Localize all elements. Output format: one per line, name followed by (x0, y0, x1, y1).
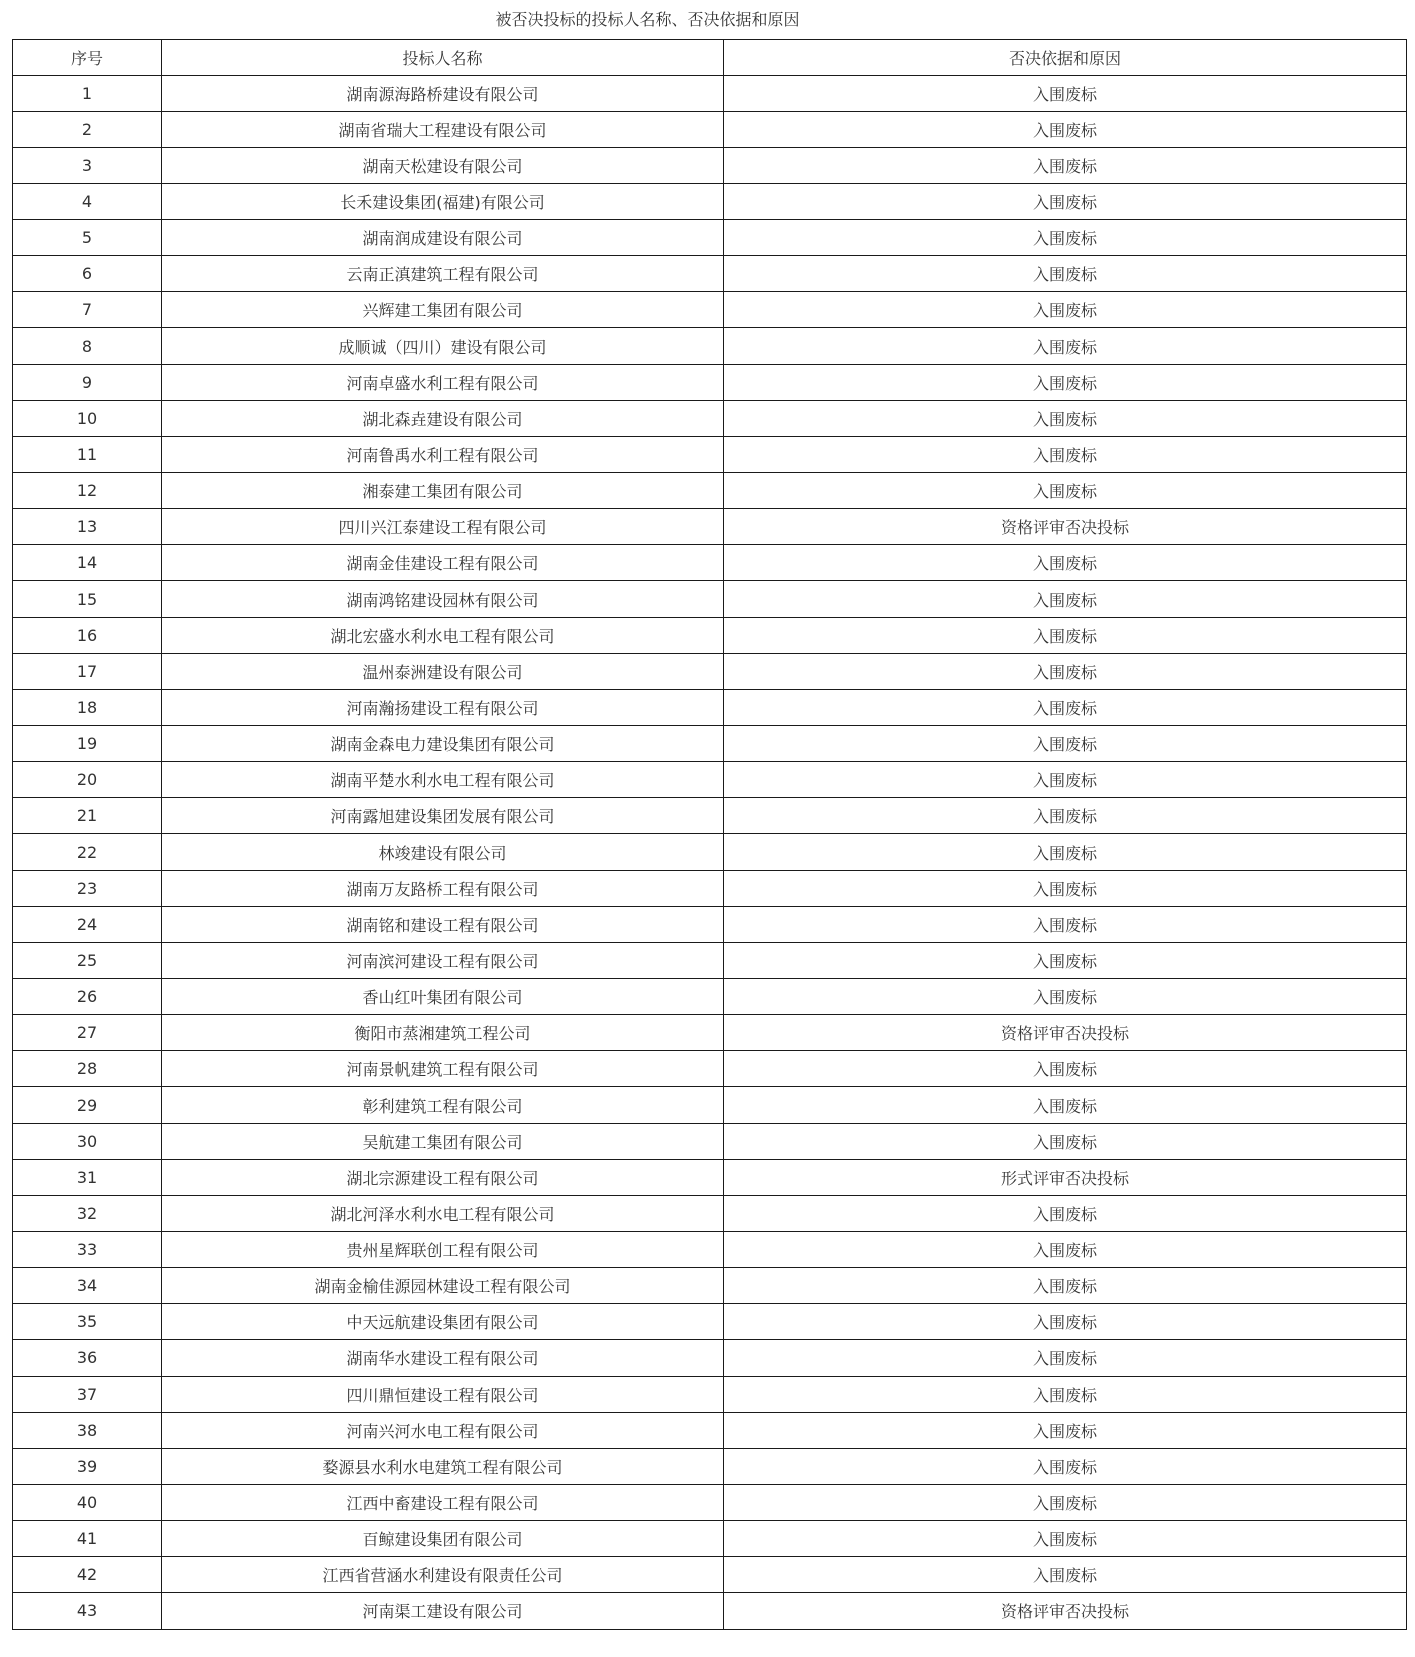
cell-index: 32 (13, 1195, 162, 1231)
cell-bidder-name: 湖南天松建设有限公司 (162, 147, 724, 183)
cell-index: 17 (13, 653, 162, 689)
cell-rejection-reason: 入围废标 (724, 436, 1407, 472)
table-row (13, 256, 1407, 292)
cell-index: 24 (13, 906, 162, 942)
cell-bidder-name: 湖南源海路桥建设有限公司 (162, 75, 724, 111)
table-row (13, 1412, 1407, 1448)
cell-index: 42 (13, 1557, 162, 1593)
cell-rejection-reason: 入围废标 (724, 1232, 1407, 1268)
table-row (13, 1557, 1407, 1593)
cell-bidder-name: 温州泰洲建设有限公司 (162, 653, 724, 689)
cell-rejection-reason: 形式评审否决投标 (724, 1159, 1407, 1195)
cell-bidder-name: 湖南金佳建设工程有限公司 (162, 545, 724, 581)
cell-bidder-name: 江西中畜建设工程有限公司 (162, 1484, 724, 1520)
cell-bidder-name: 中天远航建设集团有限公司 (162, 1304, 724, 1340)
table-row (13, 1123, 1407, 1159)
table-row (13, 292, 1407, 328)
cell-index: 10 (13, 400, 162, 436)
cell-bidder-name: 河南鲁禹水利工程有限公司 (162, 436, 724, 472)
cell-bidder-name: 兴辉建工集团有限公司 (162, 292, 724, 328)
page-title: 被否决投标的投标人名称、否决依据和原因 (495, 10, 800, 29)
cell-index: 37 (13, 1376, 162, 1412)
cell-bidder-name: 四川鼎恒建设工程有限公司 (162, 1376, 724, 1412)
cell-index: 27 (13, 1015, 162, 1051)
cell-rejection-reason: 资格评审否决投标 (724, 1593, 1407, 1629)
cell-bidder-name: 江西省营涵水利建设有限责任公司 (162, 1557, 724, 1593)
cell-bidder-name: 河南瀚扬建设工程有限公司 (162, 689, 724, 725)
table-row (13, 1268, 1407, 1304)
table-row (13, 436, 1407, 472)
cell-index: 6 (13, 256, 162, 292)
cell-rejection-reason: 入围废标 (724, 870, 1407, 906)
table-row (13, 75, 1407, 111)
table-row (13, 545, 1407, 581)
cell-index: 33 (13, 1232, 162, 1268)
cell-bidder-name: 湖北宗源建设工程有限公司 (162, 1159, 724, 1195)
cell-bidder-name: 河南渠工建设有限公司 (162, 1593, 724, 1629)
table-row (13, 1521, 1407, 1557)
column-header-index: 序号 (13, 40, 162, 76)
table-row (13, 870, 1407, 906)
cell-bidder-name: 湖南省瑞大工程建设有限公司 (162, 111, 724, 147)
table-row (13, 111, 1407, 147)
cell-rejection-reason: 入围废标 (724, 292, 1407, 328)
cell-bidder-name: 湖南华水建设工程有限公司 (162, 1340, 724, 1376)
cell-rejection-reason: 入围废标 (724, 183, 1407, 219)
cell-rejection-reason: 入围废标 (724, 942, 1407, 978)
table-row (13, 1051, 1407, 1087)
cell-rejection-reason: 入围废标 (724, 1195, 1407, 1231)
cell-bidder-name: 彰利建筑工程有限公司 (162, 1087, 724, 1123)
cell-index: 5 (13, 220, 162, 256)
cell-index: 41 (13, 1521, 162, 1557)
cell-rejection-reason: 入围废标 (724, 364, 1407, 400)
cell-bidder-name: 湖北河泽水利水电工程有限公司 (162, 1195, 724, 1231)
cell-bidder-name: 湖南金森电力建设集团有限公司 (162, 726, 724, 762)
cell-bidder-name: 湖南鸿铭建设园林有限公司 (162, 581, 724, 617)
cell-index: 28 (13, 1051, 162, 1087)
cell-rejection-reason: 入围废标 (724, 400, 1407, 436)
cell-bidder-name: 湖南平楚水利水电工程有限公司 (162, 762, 724, 798)
cell-bidder-name: 成顺诚（四川）建设有限公司 (162, 328, 724, 364)
cell-index: 38 (13, 1412, 162, 1448)
table-header-row (13, 40, 1407, 76)
cell-index: 26 (13, 979, 162, 1015)
cell-rejection-reason: 入围废标 (724, 473, 1407, 509)
table-row (13, 473, 1407, 509)
table-row (13, 1448, 1407, 1484)
cell-rejection-reason: 入围废标 (724, 1412, 1407, 1448)
table-row (13, 581, 1407, 617)
cell-rejection-reason: 入围废标 (724, 762, 1407, 798)
table-row (13, 364, 1407, 400)
table-row (13, 942, 1407, 978)
cell-index: 3 (13, 147, 162, 183)
cell-bidder-name: 吴航建工集团有限公司 (162, 1123, 724, 1159)
table-row (13, 834, 1407, 870)
cell-bidder-name: 婺源县水利水电建筑工程有限公司 (162, 1448, 724, 1484)
table-row (13, 1340, 1407, 1376)
cell-index: 43 (13, 1593, 162, 1629)
cell-index: 12 (13, 473, 162, 509)
cell-index: 29 (13, 1087, 162, 1123)
cell-bidder-name: 百鲸建设集团有限公司 (162, 1521, 724, 1557)
cell-index: 13 (13, 509, 162, 545)
cell-rejection-reason: 入围废标 (724, 653, 1407, 689)
cell-index: 7 (13, 292, 162, 328)
table-row (13, 220, 1407, 256)
cell-bidder-name: 贵州星辉联创工程有限公司 (162, 1232, 724, 1268)
cell-index: 8 (13, 328, 162, 364)
table-row (13, 617, 1407, 653)
cell-bidder-name: 湖北森垚建设有限公司 (162, 400, 724, 436)
table-row (13, 1593, 1407, 1629)
cell-bidder-name: 河南滨河建设工程有限公司 (162, 942, 724, 978)
table-row (13, 798, 1407, 834)
cell-bidder-name: 衡阳市蒸湘建筑工程公司 (162, 1015, 724, 1051)
cell-rejection-reason: 入围废标 (724, 1340, 1407, 1376)
cell-index: 30 (13, 1123, 162, 1159)
table-row (13, 906, 1407, 942)
table-row (13, 653, 1407, 689)
cell-rejection-reason: 资格评审否决投标 (724, 1015, 1407, 1051)
cell-rejection-reason: 入围废标 (724, 906, 1407, 942)
cell-bidder-name: 香山红叶集团有限公司 (162, 979, 724, 1015)
cell-bidder-name: 河南景帆建筑工程有限公司 (162, 1051, 724, 1087)
cell-bidder-name: 湖南润成建设有限公司 (162, 220, 724, 256)
cell-rejection-reason: 入围废标 (724, 328, 1407, 364)
cell-rejection-reason: 入围废标 (724, 111, 1407, 147)
cell-bidder-name: 湖北宏盛水利水电工程有限公司 (162, 617, 724, 653)
cell-rejection-reason: 入围废标 (724, 726, 1407, 762)
cell-index: 39 (13, 1448, 162, 1484)
cell-index: 36 (13, 1340, 162, 1376)
table-row (13, 509, 1407, 545)
cell-bidder-name: 湖南铭和建设工程有限公司 (162, 906, 724, 942)
cell-index: 15 (13, 581, 162, 617)
table-row (13, 147, 1407, 183)
cell-bidder-name: 四川兴江泰建设工程有限公司 (162, 509, 724, 545)
cell-rejection-reason: 资格评审否决投标 (724, 509, 1407, 545)
cell-rejection-reason: 入围废标 (724, 834, 1407, 870)
cell-bidder-name: 长禾建设集团(福建)有限公司 (162, 183, 724, 219)
cell-rejection-reason: 入围废标 (724, 581, 1407, 617)
cell-rejection-reason: 入围废标 (724, 1304, 1407, 1340)
cell-rejection-reason: 入围废标 (724, 545, 1407, 581)
cell-rejection-reason: 入围废标 (724, 798, 1407, 834)
column-header-rejection-reason: 否决依据和原因 (724, 40, 1407, 76)
table-row (13, 979, 1407, 1015)
cell-index: 19 (13, 726, 162, 762)
table-row (13, 1304, 1407, 1340)
cell-index: 4 (13, 183, 162, 219)
cell-bidder-name: 湖南金榆佳源园林建设工程有限公司 (162, 1268, 724, 1304)
cell-rejection-reason: 入围废标 (724, 1123, 1407, 1159)
table-row (13, 762, 1407, 798)
cell-rejection-reason: 入围废标 (724, 979, 1407, 1015)
cell-bidder-name: 林竣建设有限公司 (162, 834, 724, 870)
cell-index: 11 (13, 436, 162, 472)
table-row (13, 400, 1407, 436)
table-row (13, 1376, 1407, 1412)
column-header-bidder-name: 投标人名称 (162, 40, 724, 76)
cell-bidder-name: 河南露旭建设集团发展有限公司 (162, 798, 724, 834)
table-row (13, 1087, 1407, 1123)
table-row (13, 1015, 1407, 1051)
cell-rejection-reason: 入围废标 (724, 147, 1407, 183)
cell-rejection-reason: 入围废标 (724, 220, 1407, 256)
cell-index: 23 (13, 870, 162, 906)
table-row (13, 328, 1407, 364)
table-body (13, 75, 1407, 1629)
table-row (13, 183, 1407, 219)
cell-rejection-reason: 入围废标 (724, 1087, 1407, 1123)
table-row (13, 726, 1407, 762)
cell-index: 2 (13, 111, 162, 147)
table-row (13, 1484, 1407, 1520)
cell-index: 31 (13, 1159, 162, 1195)
cell-rejection-reason: 入围废标 (724, 1484, 1407, 1520)
cell-rejection-reason: 入围废标 (724, 75, 1407, 111)
cell-rejection-reason: 入围废标 (724, 1376, 1407, 1412)
cell-bidder-name: 河南卓盛水利工程有限公司 (162, 364, 724, 400)
table-row (13, 1159, 1407, 1195)
rejected-bidders-table (12, 39, 1407, 1630)
cell-index: 34 (13, 1268, 162, 1304)
cell-rejection-reason: 入围废标 (724, 1268, 1407, 1304)
cell-rejection-reason: 入围废标 (724, 256, 1407, 292)
cell-rejection-reason: 入围废标 (724, 1051, 1407, 1087)
cell-index: 21 (13, 798, 162, 834)
cell-index: 9 (13, 364, 162, 400)
cell-index: 18 (13, 689, 162, 725)
table-row (13, 1195, 1407, 1231)
cell-index: 40 (13, 1484, 162, 1520)
cell-rejection-reason: 入围废标 (724, 1521, 1407, 1557)
cell-rejection-reason: 入围废标 (724, 617, 1407, 653)
cell-bidder-name: 湘泰建工集团有限公司 (162, 473, 724, 509)
cell-index: 16 (13, 617, 162, 653)
cell-bidder-name: 湖南万友路桥工程有限公司 (162, 870, 724, 906)
cell-bidder-name: 云南正滇建筑工程有限公司 (162, 256, 724, 292)
cell-index: 20 (13, 762, 162, 798)
cell-index: 25 (13, 942, 162, 978)
cell-index: 14 (13, 545, 162, 581)
table-row (13, 689, 1407, 725)
cell-index: 35 (13, 1304, 162, 1340)
cell-bidder-name: 河南兴河水电工程有限公司 (162, 1412, 724, 1448)
cell-index: 1 (13, 75, 162, 111)
cell-rejection-reason: 入围废标 (724, 1557, 1407, 1593)
cell-rejection-reason: 入围废标 (724, 1448, 1407, 1484)
cell-rejection-reason: 入围废标 (724, 689, 1407, 725)
table-row (13, 1232, 1407, 1268)
cell-index: 22 (13, 834, 162, 870)
